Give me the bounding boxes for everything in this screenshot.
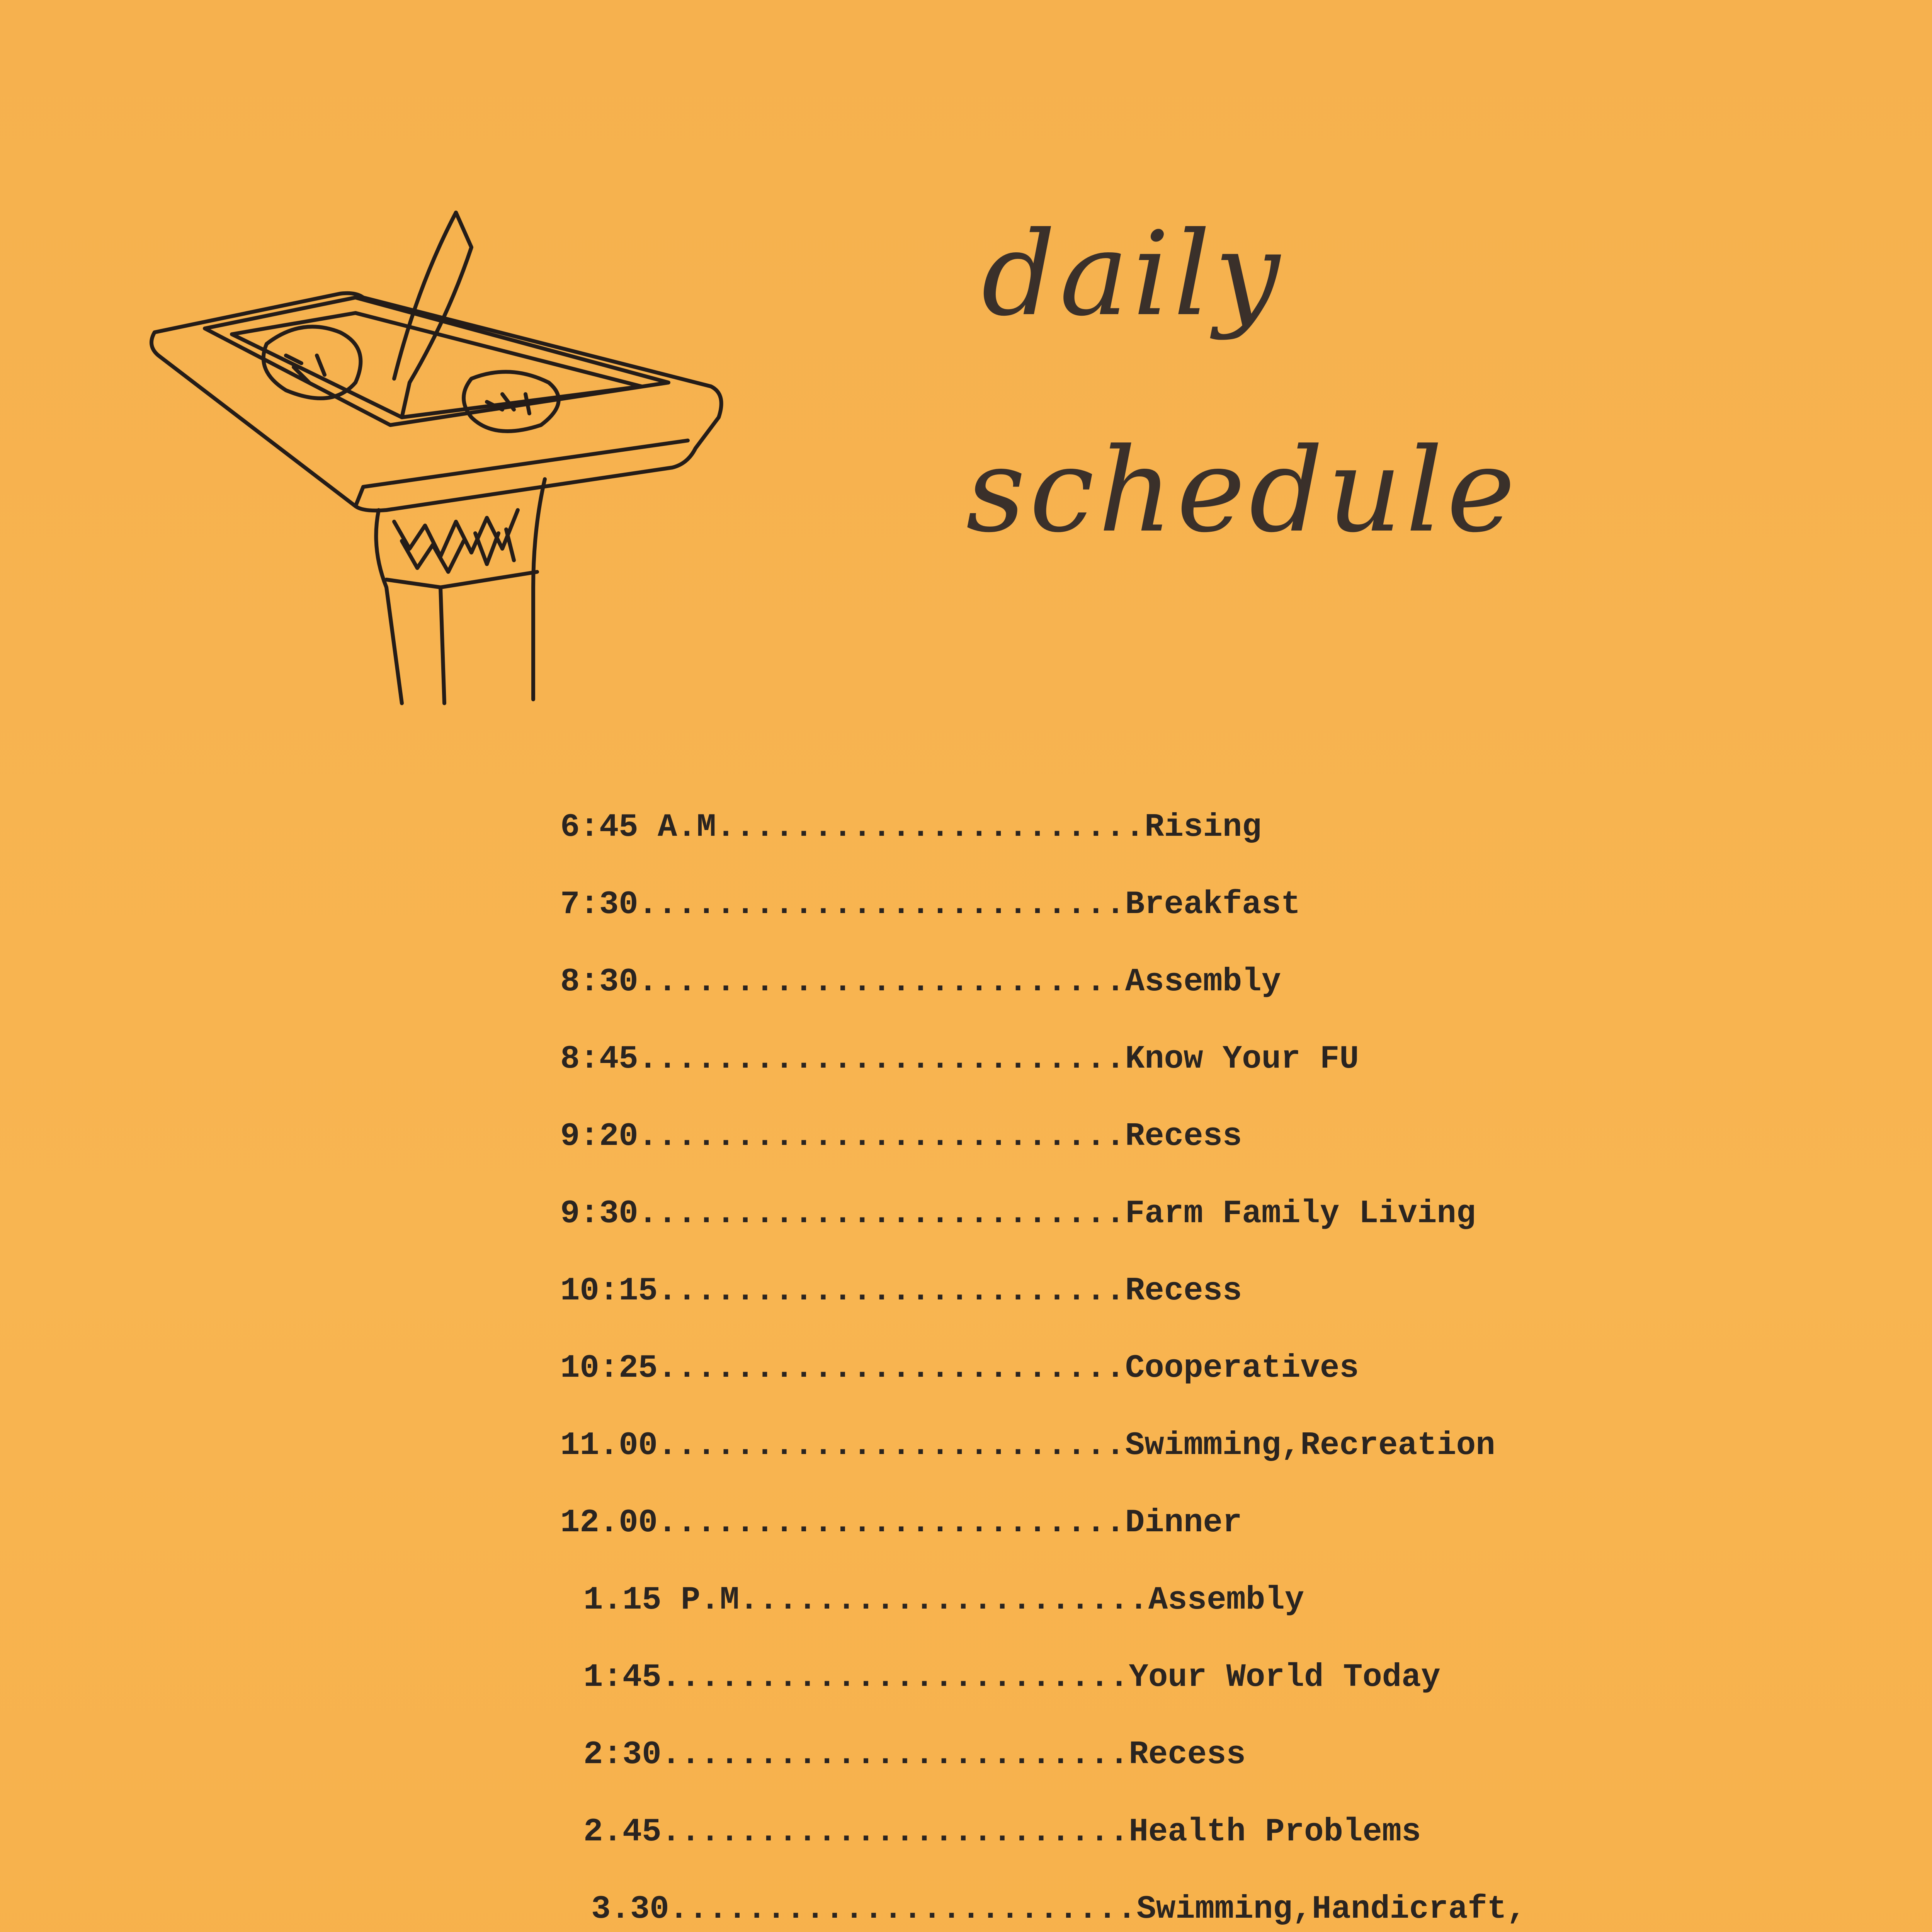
leader-dots: ........................: [658, 1350, 1125, 1387]
schedule-activity: Cooperatives: [1125, 1350, 1359, 1387]
leader-dots: ......................: [716, 809, 1145, 846]
schedule-row: [560, 1275, 1242, 1308]
schedule-row: [583, 1584, 1304, 1617]
schedule-time: 7:30: [560, 886, 638, 923]
schedule-time: 8:45: [560, 1041, 638, 1078]
schedule-activity: Assembly: [1125, 964, 1281, 1000]
schedule-row: [560, 1352, 1359, 1385]
schedule-row: [583, 1659, 1440, 1696]
schedule-row: [583, 1816, 1421, 1849]
schedule-activity: Know Your FU: [1125, 1041, 1359, 1078]
leader-dots: .........................: [638, 886, 1125, 923]
schedule-row: [583, 1736, 1246, 1773]
page-title-line-2: schedule: [966, 423, 1519, 558]
schedule-activity: Your World Today: [1129, 1659, 1440, 1696]
schedule-activity: Swimming,Handicraft,: [1136, 1891, 1526, 1928]
schedule-time: 12.00: [560, 1505, 658, 1541]
leader-dots: ........................: [669, 1891, 1137, 1928]
schedule-time: 6:45 A.M: [560, 809, 716, 846]
leader-dots: .....................: [739, 1582, 1148, 1619]
schedule-row: [591, 1893, 1526, 1926]
leader-dots: ........................: [661, 1736, 1129, 1773]
schedule-time: 9:30: [560, 1196, 638, 1232]
leader-dots: ........................: [661, 1814, 1129, 1850]
schedule-time: 3.30: [591, 1891, 669, 1928]
schedule-row: [560, 1507, 1242, 1539]
schedule-time: 9:20: [560, 1118, 638, 1155]
schedule-row: [560, 1198, 1476, 1230]
schedule-row: [560, 886, 1301, 923]
schedule-row: [560, 1043, 1359, 1076]
schedule-time: 2.45: [583, 1814, 662, 1850]
schedule-activity: Health Problems: [1129, 1814, 1421, 1850]
leader-dots: .........................: [638, 1196, 1125, 1232]
schedule-row: [560, 811, 1262, 844]
schedule-row: [560, 966, 1281, 998]
leader-dots: ........................: [658, 1427, 1125, 1464]
schedule-activity: Recess: [1125, 1118, 1242, 1155]
leader-dots: .........................: [638, 1118, 1125, 1155]
leader-dots: .........................: [638, 1041, 1125, 1078]
schedule-time: 11.00: [560, 1427, 658, 1464]
schedule-activity: Recess: [1129, 1736, 1246, 1773]
schedule-time: 1.15 P.M: [583, 1582, 740, 1619]
schedule-activity: Dinner: [1125, 1505, 1242, 1541]
schedule-row: [560, 1427, 1495, 1464]
schedule-time: 10:25: [560, 1350, 658, 1387]
leader-dots: .........................: [638, 964, 1125, 1000]
schedule-activity: Farm Family Living: [1125, 1196, 1476, 1232]
schedule-activity: Swimming,Recreation: [1125, 1427, 1495, 1464]
schedule-row: [560, 1118, 1242, 1155]
schedule-time: 10:15: [560, 1273, 658, 1310]
schedule-activity: Breakfast: [1125, 886, 1301, 923]
leader-dots: ........................: [658, 1505, 1125, 1541]
schedule-activity: Rising: [1145, 809, 1262, 846]
leader-dots: ........................: [661, 1659, 1129, 1696]
leader-dots: ........................: [658, 1273, 1125, 1310]
sundial-drawing: [139, 201, 742, 711]
page-title-line-1: daily: [981, 207, 1284, 342]
schedule-activity: Assembly: [1148, 1582, 1304, 1619]
schedule-time: 8:30: [560, 964, 638, 1000]
schedule-time: 1:45: [583, 1659, 662, 1696]
schedule-time: 2:30: [583, 1736, 662, 1773]
schedule-activity: Recess: [1125, 1273, 1242, 1310]
